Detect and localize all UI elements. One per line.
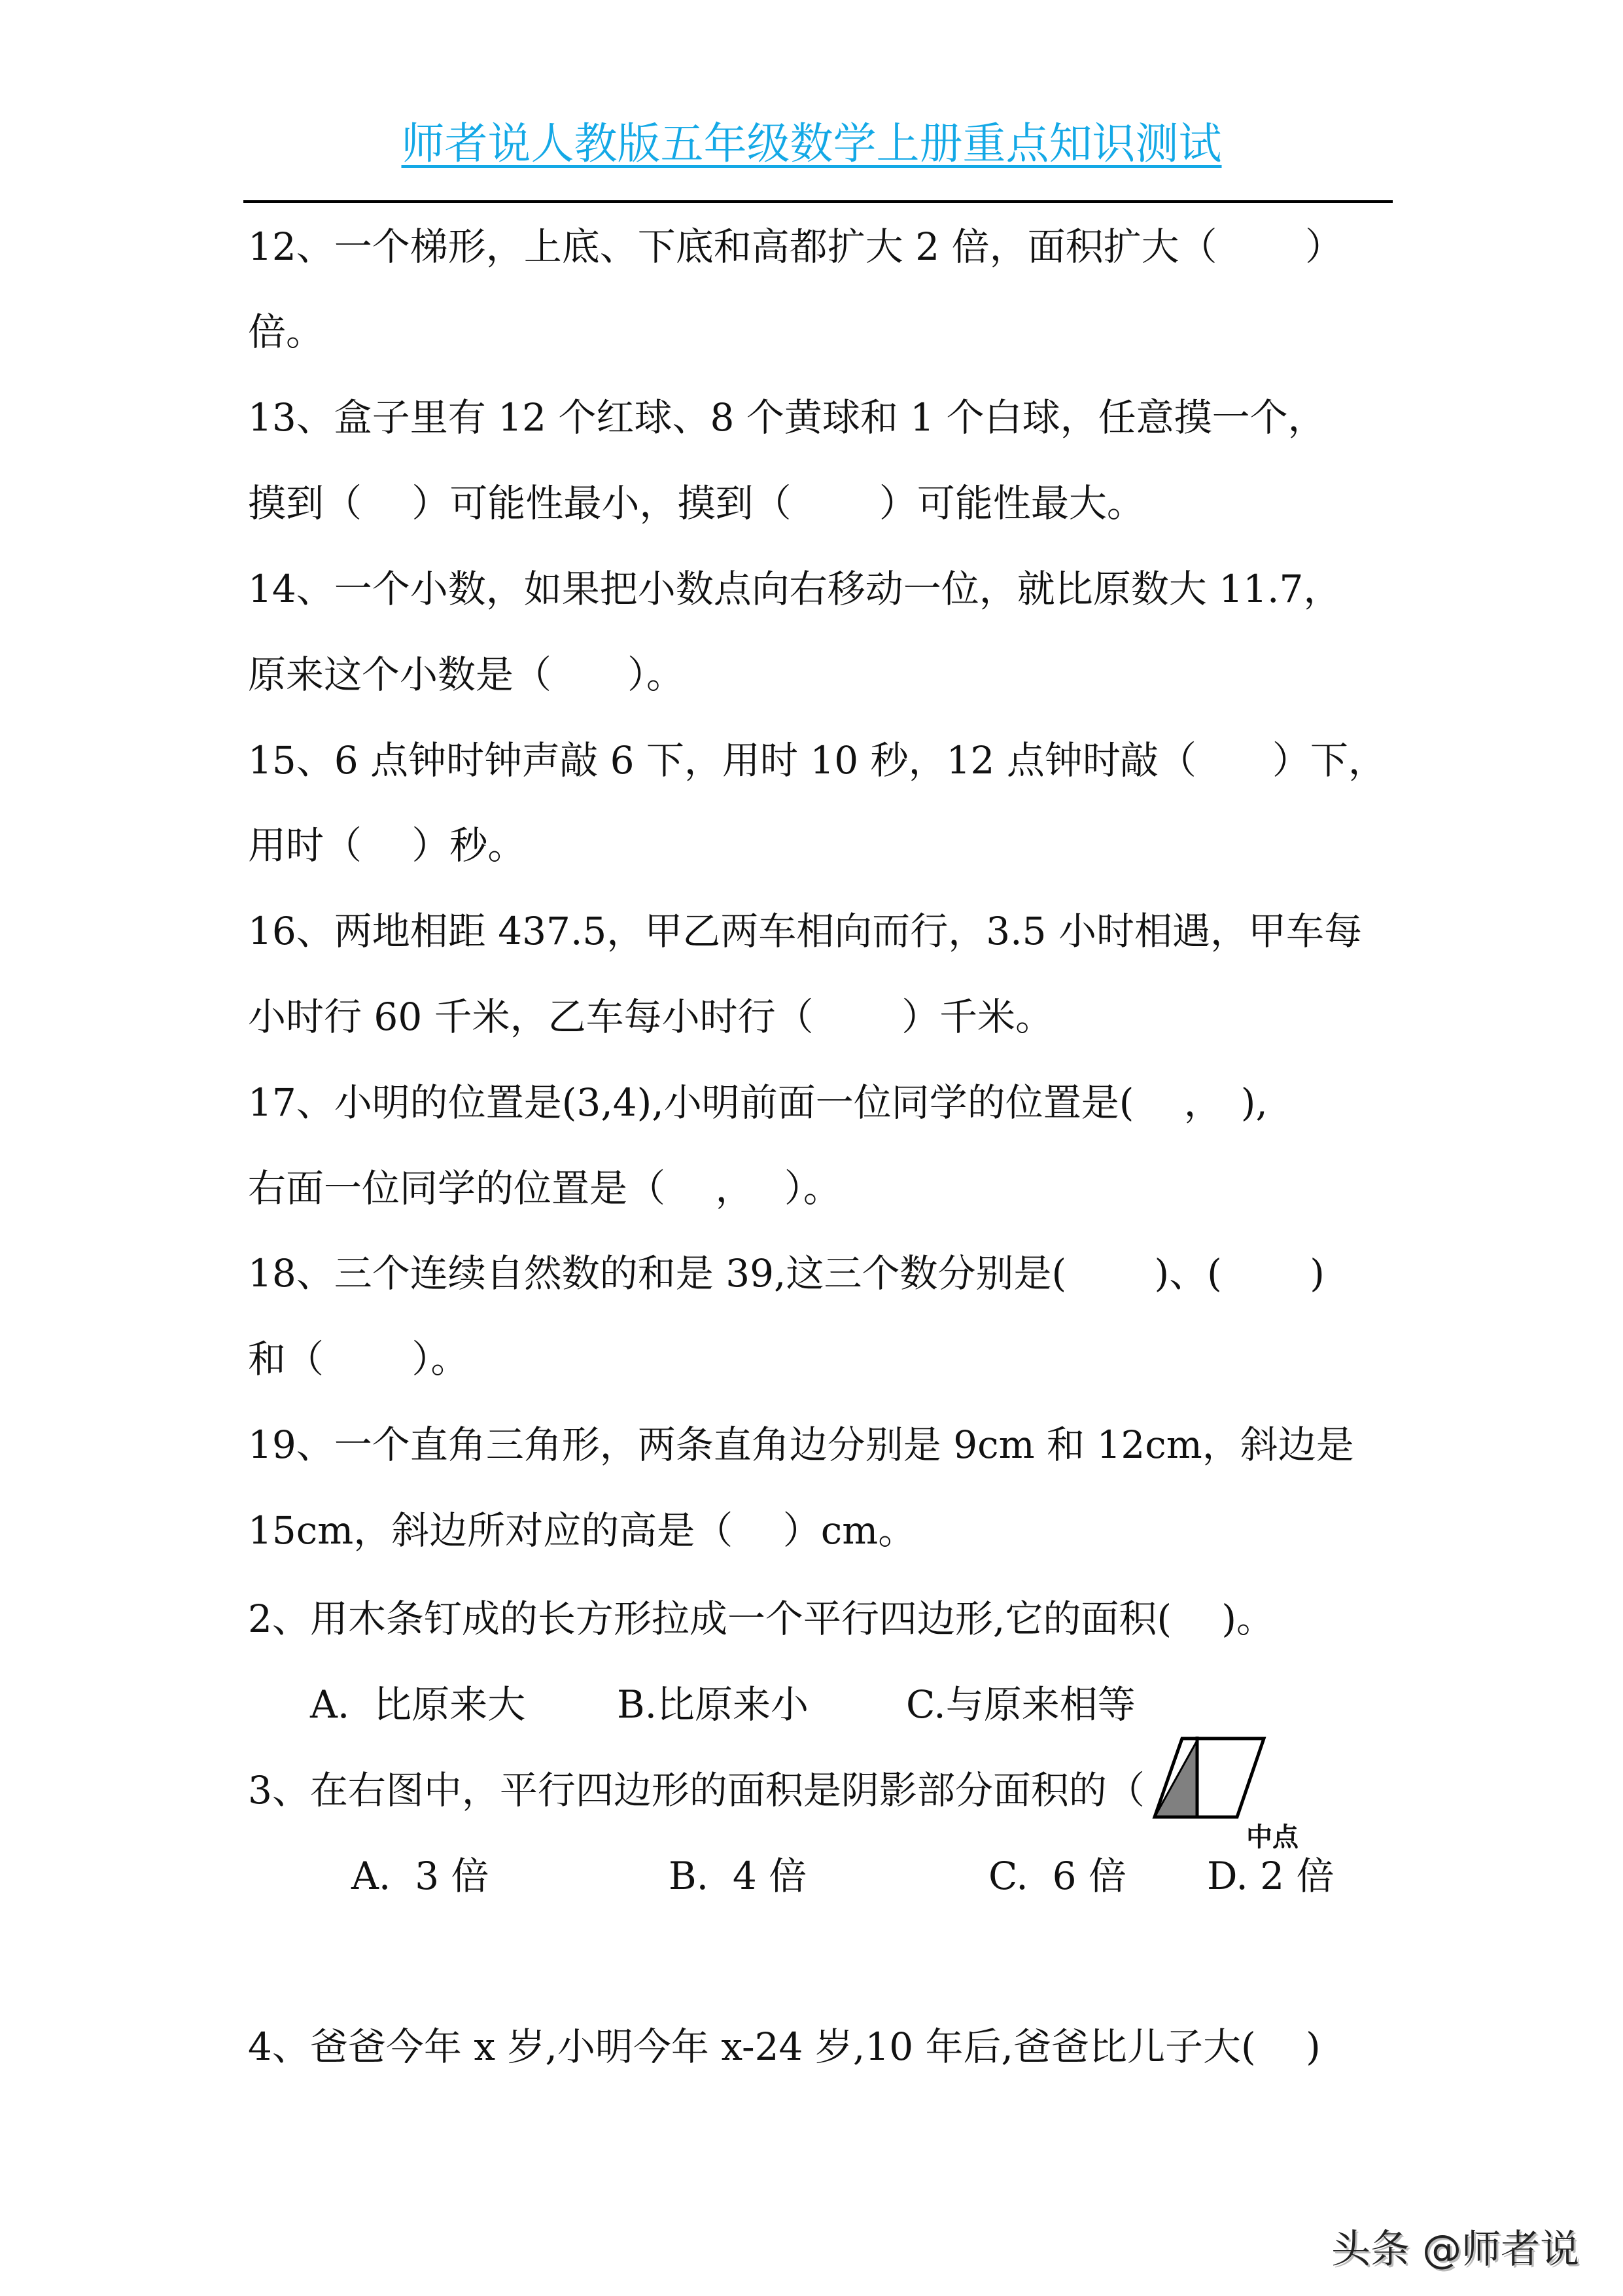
q2-option-a: A. 比原来大 <box>310 1682 526 1727</box>
question-line: 倍。 <box>248 309 324 354</box>
question-line: 12、一个梯形，上底、下底和高都扩大 2 倍，面积扩大（ ） <box>248 224 1344 269</box>
question-line: 14、一个小数，如果把小数点向右移动一位，就比原数大 11.7， <box>248 567 1342 611</box>
question-line: 16、两地相距 437.5，甲乙两车相向而行，3.5 小时相遇，甲车每 <box>248 909 1362 953</box>
question-line: 摸到（ ）可能性最小，摸到（ ）可能性最大。 <box>248 481 1145 525</box>
parallelogram-figure <box>1145 1727 1276 1826</box>
question-line: 17、小明的位置是(3,4),小明前面一位同学的位置是( ， ), <box>248 1080 1268 1125</box>
question-line: 3、在右图中，平行四边形的面积是阴影部分面积的（ <box>248 1768 1145 1812</box>
header-divider <box>243 200 1393 203</box>
q3-option-b: B. 4 倍 <box>669 1854 807 1898</box>
question-line: 18、三个连续自然数的和是 39,这三个数分别是( )、( ) <box>248 1251 1325 1296</box>
q3-option-d: D. 2 倍 <box>1207 1854 1335 1898</box>
question-line: 19、一个直角三角形，两条直角边分别是 9cm 和 12cm，斜边是 <box>248 1422 1354 1467</box>
q3-option-a: A. 3 倍 <box>351 1854 489 1898</box>
watermark: 头条 @师者说 <box>1331 2227 1580 2272</box>
q2-option-c: C.与原来相等 <box>906 1682 1136 1727</box>
question-line: 4、爸爸今年 x 岁,小明今年 x-24 岁,10 年后,爸爸比儿子大( ) <box>248 2024 1321 2069</box>
question-line: 15、6 点钟时钟声敲 6 下，用时 10 秒，12 点钟时敲（ ）下， <box>248 738 1386 783</box>
q3-option-c: C. 6 倍 <box>988 1854 1126 1898</box>
question-line: 和（ ）。 <box>248 1337 469 1381</box>
question-line: 15cm，斜边所对应的高是（ ）cm。 <box>248 1508 916 1553</box>
question-line: 13、盒子里有 12 个红球、8 个黄球和 1 个白球，任意摸一个， <box>248 395 1326 440</box>
question-line: 2、用木条钉成的长方形拉成一个平行四边形,它的面积( )。 <box>248 1597 1275 1641</box>
page-title: 师者说人教版五年级数学上册重点知识测试 <box>401 118 1222 169</box>
question-line: 用时（ ）秒。 <box>248 823 526 868</box>
midpoint-label: 中点 <box>1246 1822 1299 1852</box>
question-line: 原来这个小数是（ ）。 <box>248 652 685 697</box>
question-line: 右面一位同学的位置是（ ， ）。 <box>248 1166 841 1210</box>
q2-option-b: B.比原来小 <box>617 1682 809 1727</box>
question-line: 小时行 60 千米，乙车每小时行（ ）千米。 <box>248 995 1054 1039</box>
